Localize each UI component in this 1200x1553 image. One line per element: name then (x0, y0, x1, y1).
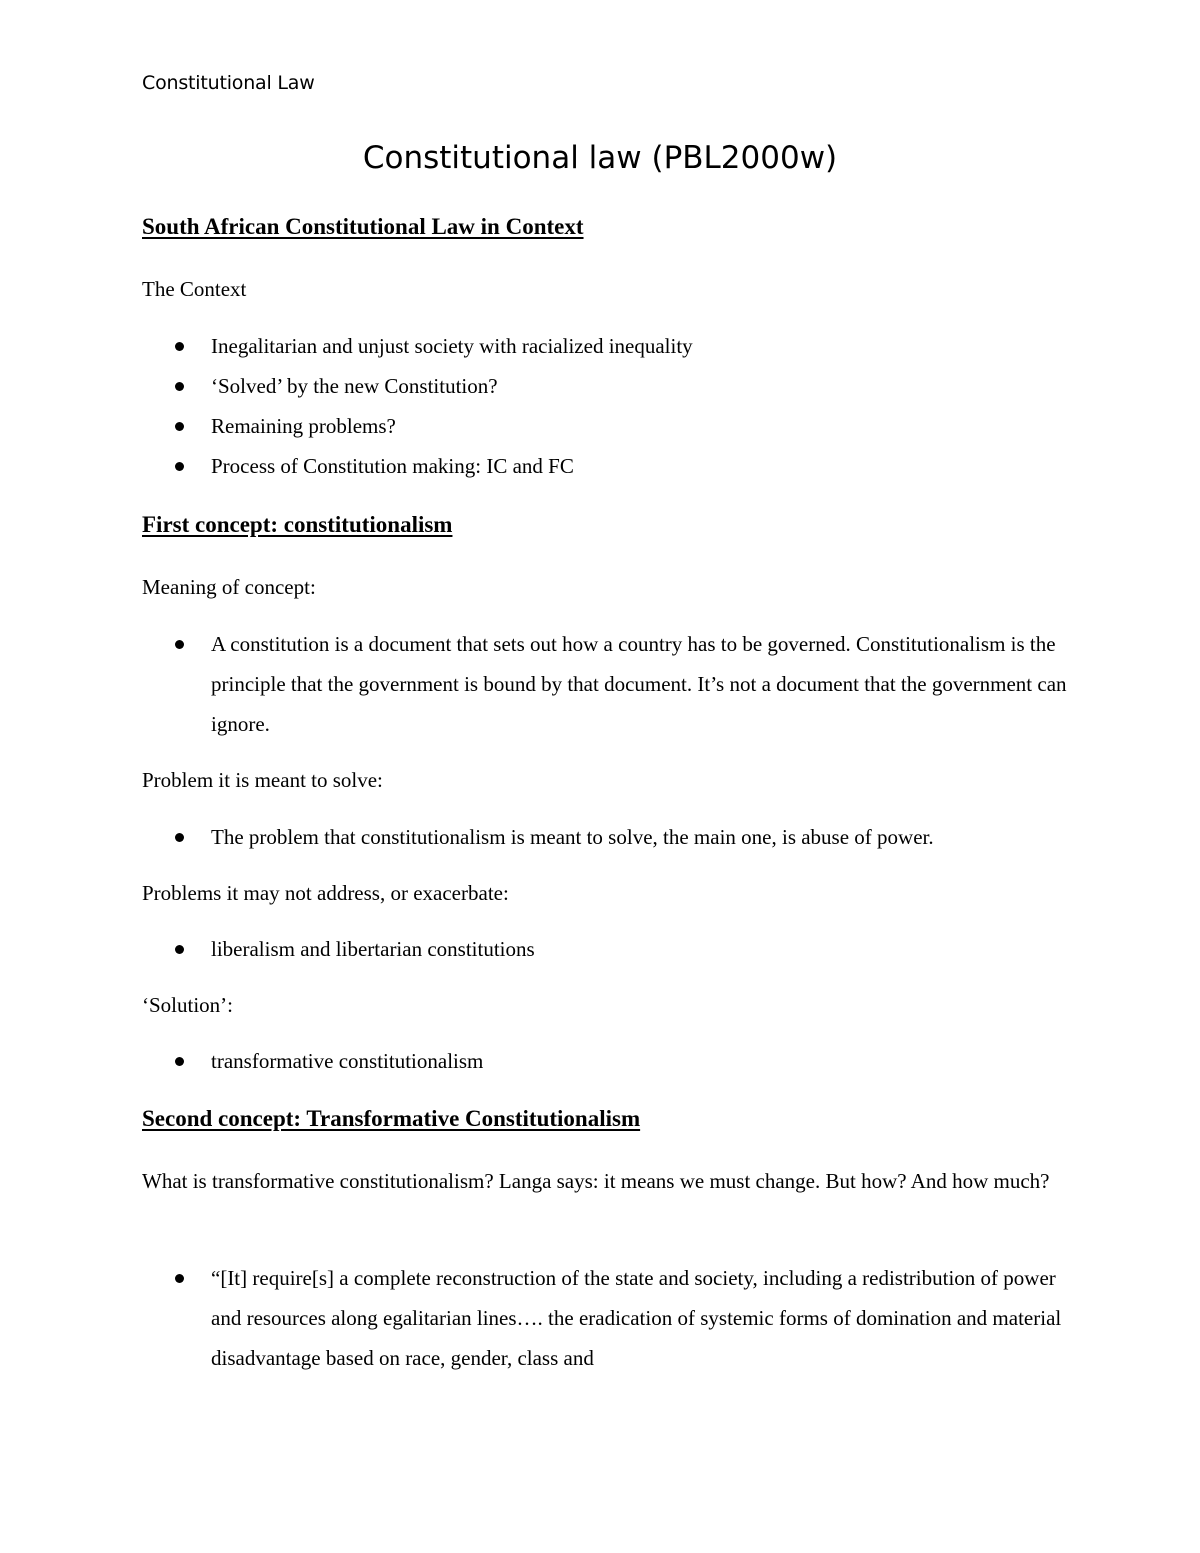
bullet-icon (175, 382, 184, 391)
list-item (0, 817, 1071, 857)
list-item-text: ‘Solved’ by the new Constitution? (211, 374, 498, 398)
list-item (0, 1041, 1071, 1081)
list-item (0, 446, 1071, 486)
list-item-text: A constitution is a document that sets out how a country has to be governed. Constitutionalism is the principle that the government is bound by that document. It’s not a document that the government can ignore. (211, 632, 1067, 736)
meaning-label: Meaning of concept: (142, 575, 316, 599)
solution-bullet-list (0, 1041, 1200, 1081)
not-address-bullet-list (0, 929, 1200, 969)
list-item (0, 406, 1071, 446)
list-item-text: Remaining problems? (211, 414, 396, 438)
bullet-icon (175, 422, 184, 431)
quote-bullet-list (0, 1258, 1200, 1378)
context-label: The Context (142, 277, 247, 301)
list-item-text: liberalism and libertarian constitutions (211, 937, 535, 961)
bullet-icon (175, 640, 184, 649)
list-item-text: Inegalitarian and unjust society with racialized inequality (211, 334, 693, 358)
bullet-icon (175, 945, 184, 954)
bullet-icon (175, 1274, 184, 1283)
transformative-question: What is transformative constitutionalism? Langa says: it means we must change. But how? And how much? (142, 1169, 1050, 1193)
problem-bullet-list (0, 817, 1200, 857)
not-address-label: Problems it may not address, or exacerbate: (142, 881, 509, 905)
list-item-text: transformative constitutionalism (211, 1049, 484, 1073)
section-heading-transformative: Second concept: Transformative Constitutionalism (142, 1106, 641, 1131)
problem-label: Problem it is meant to solve: (142, 768, 383, 792)
bullet-icon (175, 1057, 184, 1066)
list-item (0, 326, 1071, 366)
running-header: Constitutional Law (142, 72, 315, 94)
list-item (0, 1258, 1071, 1378)
meaning-bullet-list (0, 624, 1200, 744)
list-item (0, 366, 1071, 406)
bullet-icon (175, 833, 184, 842)
bullet-icon (175, 342, 184, 351)
section-heading-constitutionalism: First concept: constitutionalism (142, 512, 453, 537)
list-item-text: Process of Constitution making: IC and FC (211, 454, 574, 478)
context-bullet-list (0, 326, 1200, 486)
list-item-text: “[It] require[s] a complete reconstruction of the state and society, including a redistribution of power and resources along egalitarian lines…. the eradication of systemic forms of domination and material disadvantage based on race, gender, class and (211, 1266, 1062, 1370)
bullet-icon (175, 462, 184, 471)
list-item-text: The problem that constitutionalism is meant to solve, the main one, is abuse of power. (211, 825, 934, 849)
list-item (0, 624, 1071, 744)
list-item (0, 929, 1071, 969)
section-heading-context: South African Constitutional Law in Context (142, 214, 584, 239)
document-title: Constitutional law (PBL2000w) (362, 140, 838, 176)
solution-label: ‘Solution’: (142, 993, 234, 1017)
